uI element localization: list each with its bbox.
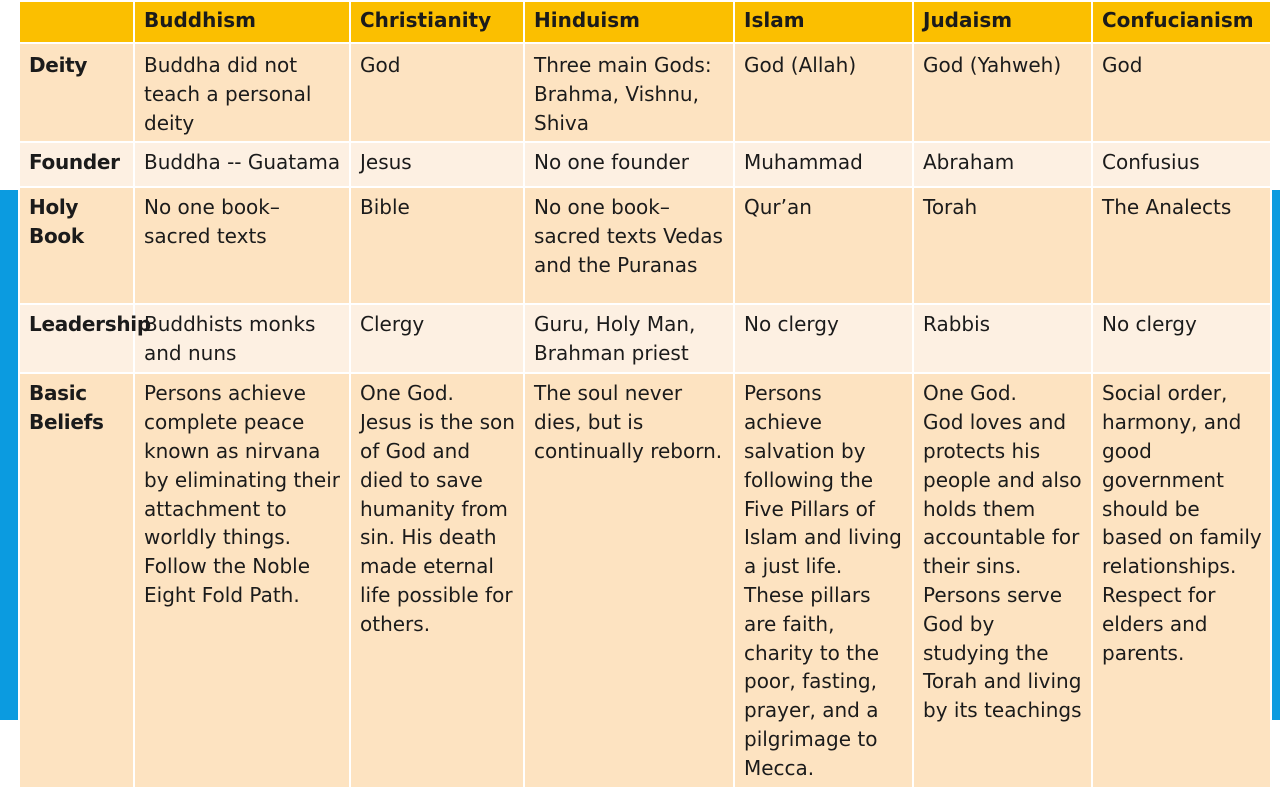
table-row-deity [19, 43, 1271, 142]
table-cell: Guru, Holy Man, Brahman priest [524, 304, 734, 373]
table-cell: No clergy [734, 304, 913, 373]
table-cell: Buddha -- Guatama [134, 142, 350, 187]
table-cell: Persons achieve salvation by following the Five Pillars of Islam and living a just life. These pillars are faith, charity to the poor, fasting, prayer, and a pilgrimage to Mecca. [734, 373, 913, 787]
table-cell: God [350, 43, 524, 142]
column-header-buddhism: Buddhism [134, 1, 350, 43]
column-header-confucianism: Confucianism [1092, 1, 1271, 43]
row-header-leadership: Leadership [19, 304, 134, 373]
table-cell: One God. God loves and protects his people and also holds them accountable for their sins. Persons serve God by studying the Torah and living by its teachings [913, 373, 1092, 787]
column-header-christianity: Christianity [350, 1, 524, 43]
table-cell: God (Allah) [734, 43, 913, 142]
column-header-hinduism: Hinduism [524, 1, 734, 43]
table-cell: Jesus [350, 142, 524, 187]
row-header-founder: Founder [19, 142, 134, 187]
table-row-leadership [19, 304, 1271, 373]
table-cell: Persons achieve complete peace known as nirvana by eliminating their attachment to worldly things. Follow the Noble Eight Fold Path. [134, 373, 350, 787]
table-cell: Abraham [913, 142, 1092, 187]
table-cell: No one book– sacred texts Vedas and the Puranas [524, 187, 734, 304]
table-cell: Muhammad [734, 142, 913, 187]
religions-comparison-table [18, 0, 1272, 789]
table-cell: Buddha did not teach a personal deity [134, 43, 350, 142]
table-cell: Bible [350, 187, 524, 304]
table-row-holy-book [19, 187, 1271, 304]
table-cell: Rabbis [913, 304, 1092, 373]
column-header-judaism: Judaism [913, 1, 1092, 43]
table-cell: God [1092, 43, 1271, 142]
table-cell: No one founder [524, 142, 734, 187]
table-cell: No clergy [1092, 304, 1271, 373]
row-header-basic-beliefs: Basic Beliefs [19, 373, 134, 787]
table-cell: God (Yahweh) [913, 43, 1092, 142]
table-cell: The Analects [1092, 187, 1271, 304]
table-row-founder [19, 142, 1271, 187]
table-cell: Social order, harmony, and good government should be based on family relationships. Respect for elders and parents. [1092, 373, 1271, 787]
table-cell: Confusius [1092, 142, 1271, 187]
table-cell: Three main Gods: Brahma, Vishnu, Shiva [524, 43, 734, 142]
table-cell: One God. Jesus is the son of God and died to save humanity from sin. His death made eternal life possible for others. [350, 373, 524, 787]
table-cell: Qur’an [734, 187, 913, 304]
table-row-basic-beliefs [19, 373, 1271, 787]
left-accent-bar [0, 190, 20, 720]
row-header-holy-book: Holy Book [19, 187, 134, 304]
header-row [19, 1, 1271, 43]
table-cell: Clergy [350, 304, 524, 373]
column-header-islam: Islam [734, 1, 913, 43]
table-cell: The soul never dies, but is continually reborn. [524, 373, 734, 787]
table-cell: Torah [913, 187, 1092, 304]
table-cell: No one book– sacred texts [134, 187, 350, 304]
table-cell: Buddhists monks and nuns [134, 304, 350, 373]
row-header-deity: Deity [19, 43, 134, 142]
header-corner-cell [19, 1, 134, 43]
